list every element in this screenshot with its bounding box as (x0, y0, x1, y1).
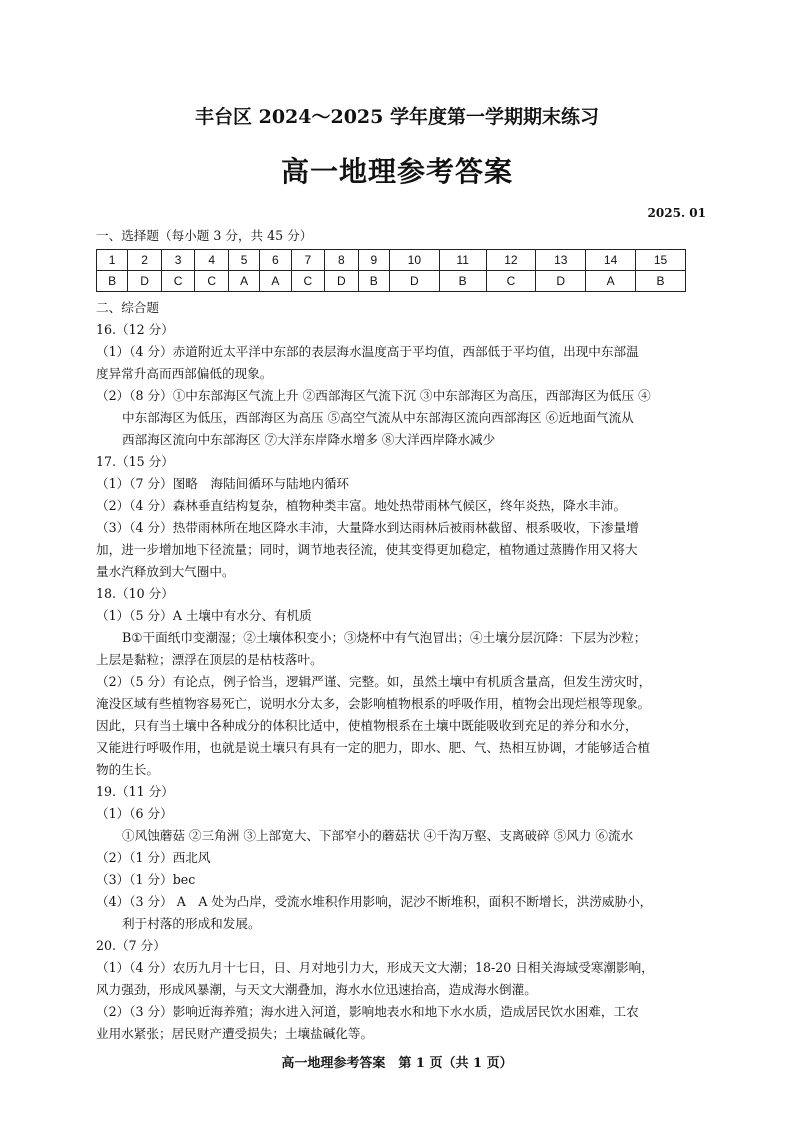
answer-line: 上层是黏粒；漂浮在顶层的是枯枝落叶。 (96, 652, 323, 667)
answer-cell: B (97, 271, 128, 292)
answer-line: （1）（6 分） (96, 806, 173, 821)
question-number: 12 (486, 250, 536, 271)
answer-line: 淹没区域有些植物容易死亡，说明水分太多，会影响植物根系的呼吸作用，植物会出现烂根等现象。 (96, 696, 651, 711)
answer-line: 又能进行呼吸作用，也就是说土壤只有具有一定的肥力，即水、肥、气、热相互协调，才能够适合植 (96, 740, 651, 755)
section2-heading: 二、综合题 (96, 300, 159, 315)
q17-heading: 17.（15 分） (96, 454, 174, 469)
section1-heading: 一、选择题（每小题 3 分，共 45 分） (96, 228, 313, 243)
answer-cell: D (536, 271, 586, 292)
question-number: 6 (260, 250, 291, 271)
answer-cell: B (358, 271, 389, 292)
question-number: 3 (161, 250, 195, 271)
question-number: 11 (439, 250, 486, 271)
answer-row (97, 271, 686, 292)
answer-cell: D (389, 271, 439, 292)
question-number: 4 (195, 250, 229, 271)
question-number-row (97, 250, 686, 271)
answer-line: 因此，只有当土壤中各种成分的体积比适中，使植物根系在土壤中既能吸收到充足的养分和水分， (96, 718, 638, 733)
q16-heading: 16.（12 分） (96, 322, 174, 337)
answer-line: （2）（3 分）影响近海养殖；海水进入河道，影响地表水和地下水水质，造成居民饮水困难，工农 (96, 1004, 639, 1019)
question-number: 10 (389, 250, 439, 271)
answer-line: （1）（4 分）农历九月十七日，日、月对地引力大，形成天文大潮；18-20 日相关海域受寒潮影响， (96, 960, 654, 975)
answer-cell: C (195, 271, 229, 292)
exam-title: 丰台区 2024～2025 学年度第一学期期末练习 (195, 106, 599, 128)
question-number: 8 (325, 250, 359, 271)
date-label: 2025. 01 (647, 206, 706, 220)
question-number: 7 (291, 250, 325, 271)
answer-line: （3）（4 分）热带雨林所在地区降水丰沛，大量降水到达雨林后被雨林截留、根系吸收，下渗量增 (96, 520, 639, 535)
question-number: 13 (536, 250, 586, 271)
question-number: 14 (586, 250, 636, 271)
answer-cell: B (636, 271, 686, 292)
answer-line: 中东部海区为低压，西部海区为高压 ⑤高空气流从中东部海区流向西部海区 ⑥近地面气流从 (122, 410, 634, 425)
answer-line: （2）（1 分）西北风 (96, 850, 211, 865)
answer-line: 利于村落的形成和发展。 (122, 916, 261, 931)
answer-cell: B (439, 271, 486, 292)
question-number: 15 (636, 250, 686, 271)
answer-line: （2）（4 分）森林垂直结构复杂，植物种类丰富。地处热带雨林气候区，终年炎热，降水丰沛。 (96, 498, 627, 513)
answer-cell: A (228, 271, 259, 292)
answer-line: （2）（5 分）有论点，例子恰当，逻辑严谨、完整。如，虽然土壤中有机质含量高，但发生涝灾时， (96, 674, 652, 689)
answer-line: 西部海区流向中东部海区 ⑦大洋东岸降水增多 ⑧大洋西岸降水减少 (122, 432, 496, 447)
answer-cell: A (586, 271, 636, 292)
page-footer: 高一地理参考答案 第 1 页（共 1 页） (281, 1056, 513, 1071)
answer-line: 物的生长。 (96, 762, 159, 777)
answer-cell: A (260, 271, 291, 292)
question-number: 9 (358, 250, 389, 271)
answer-cell: C (486, 271, 536, 292)
question-number: 1 (97, 250, 128, 271)
answer-line: B①干面纸巾变潮湿；②土壤体积变小；③烧杯中有气泡冒出；④土壤分层沉降：下层为沙粒； (122, 630, 647, 645)
answer-line: （3）（1 分）bec (96, 872, 196, 887)
question-number: 5 (228, 250, 259, 271)
answer-line: （4）（3 分） A A 处为凸岸，受流水堆积作用影响，泥沙不断堆积，面积不断增长，洪涝威胁小， (96, 894, 653, 909)
choice-answer-table (96, 249, 686, 292)
answer-cell: C (161, 271, 195, 292)
answer-line: （1）（5 分）A 土壤中有水分、有机质 (96, 608, 312, 623)
answer-line: 量水汽释放到大气圈中。 (96, 564, 235, 579)
question-number: 2 (128, 250, 162, 271)
answer-line: 加，进一步增加地下径流量；同时，调节地表径流，使其变得更加稳定，植物通过蒸腾作用又将大 (96, 542, 638, 557)
answer-line: （2）（8 分）①中东部海区气流上升 ②西部海区气流下沉 ③中东部海区为高压，西部海区为低压 ④ (96, 388, 651, 403)
answer-cell: C (291, 271, 325, 292)
answer-line: （1）（4 分）赤道附近太平洋中东部的表层海水温度高于平均值，西部低于平均值，出现中东部温 (96, 344, 639, 359)
q18-heading: 18.（10 分） (96, 586, 174, 601)
answer-line: 度异常升高而西部偏低的现象。 (96, 366, 273, 381)
q19-heading: 19.（11 分） (96, 784, 174, 799)
q20-heading: 20.（7 分） (96, 938, 166, 953)
answer-cell: D (325, 271, 359, 292)
answer-cell: D (128, 271, 162, 292)
answer-line: 风力强劲，形成风暴潮，与天文大潮叠加，海水水位迅速抬高，造成海水倒灌。 (96, 982, 537, 997)
document-subtitle: 高一地理参考答案 (280, 155, 513, 188)
answer-line: （1）（7 分）图略 海陆间循环与陆地内循环 (96, 476, 350, 491)
answer-line: ①风蚀蘑菇 ②三角洲 ③上部宽大、下部窄小的蘑菇状 ④千沟万壑、支离破碎 ⑤风力 ⑥流水 (122, 828, 634, 843)
answer-line: 业用水紧张；居民财产遭受损失；土壤盐碱化等。 (96, 1026, 374, 1041)
